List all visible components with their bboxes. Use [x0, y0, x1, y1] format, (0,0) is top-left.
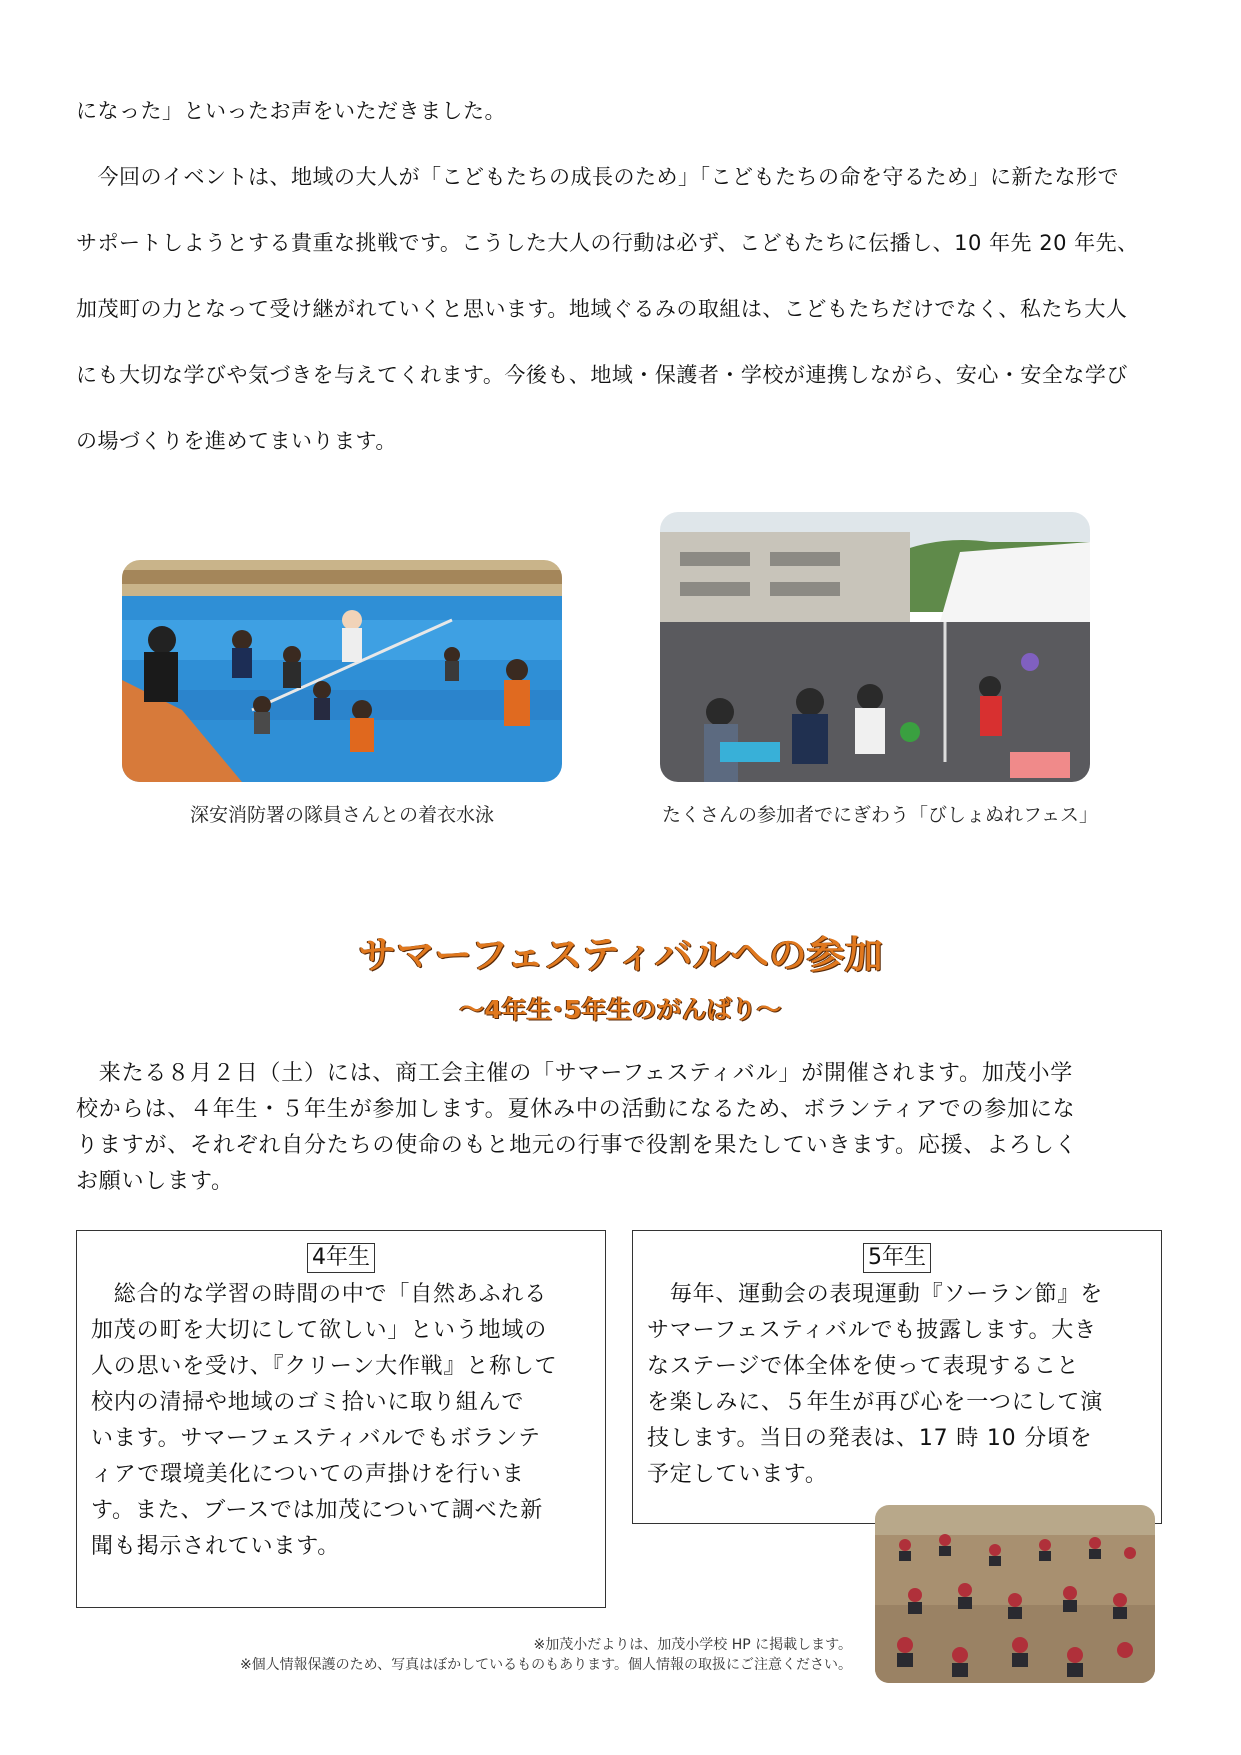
grade5-line: 技します。当日の発表は、17 時 10 分頃を [647, 1426, 1093, 1451]
grade4-line: ィアで環境美化についての声掛けを行いま [91, 1462, 525, 1487]
intro-line: お願いします。 [76, 1169, 234, 1194]
paragraph-line: 今回のイベントは、地域の大人が「こどもたちの成長のため」「こどもたちの命を守るため」に新たな形で [76, 165, 1119, 189]
grade4-line: 校内の清掃や地域のゴミ拾いに取り組んで [91, 1390, 525, 1415]
footer-note-hp: ※加茂小だよりは、加茂小学校 HP に掲載します。 [533, 1637, 852, 1653]
grade5-box [632, 1230, 1162, 1524]
grade4-line: 聞も掲示されています。 [91, 1534, 341, 1559]
grade4-line: 総合的な学習の時間の中で「自然あふれる [91, 1282, 548, 1307]
grade5-line: 毎年、運動会の表現運動『ソーラン節』を [647, 1282, 1104, 1307]
section-subtitle: ～4年生･5年生のがんばり～ [459, 995, 782, 1024]
grade5-heading: 5年生 [863, 1243, 931, 1273]
intro-line: 来たる８月２日（土）には、商工会主催の「サマーフェスティバル」が開催されます。加茂小学 [76, 1061, 1074, 1086]
paragraph-line: の場づくりを進めてまいります。 [76, 429, 397, 453]
soran-dance-photo [875, 1505, 1155, 1683]
grade4-heading: 4年生 [307, 1243, 375, 1273]
pool-photo [122, 560, 562, 782]
paragraph-line: になった」といったお声をいただきました。 [76, 99, 506, 123]
section-intro [76, 1056, 1166, 1200]
festival-photo-caption: たくさんの参加者でにぎわう「びしょぬれフェス」 [661, 804, 1099, 826]
grade4-line: 人の思いを受け、『クリーン大作戦』と称して [91, 1354, 558, 1379]
grade4-line: います。サマーフェスティバルでもボランテ [91, 1426, 541, 1451]
pool-photo-caption: 深安消防署の隊員さんとの着衣水泳 [189, 804, 494, 826]
paragraph-line: サポートしようとする貴重な挑戦です。こうした大人の行動は必ず、こどもたちに伝播し、10 年先 20 年先、 [76, 231, 1139, 255]
grade5-line: サマーフェスティバルでも披露します。大き [647, 1318, 1097, 1343]
grade4-box [76, 1230, 606, 1608]
intro-line: りますが、それぞれ自分たちの使命のもと地元の行事で役割を果たしていきます。応援、よろしく [76, 1133, 1078, 1158]
top-paragraph [76, 78, 1166, 474]
footer-note-privacy: ※個人情報保護のため、写真はぼかしているものもあります。個人情報の取扱にご注意ください。 [239, 1657, 852, 1673]
grade5-line: を楽しみに、５年生が再び心を一つにして演 [647, 1390, 1104, 1415]
grade5-body [633, 1277, 1161, 1493]
paragraph-line: 加茂町の力となって受け継がれていくと思います。地域ぐるみの取組は、こどもたちだけでなく、私たち大人 [76, 297, 1128, 321]
paragraph-line: にも大切な学びや気づきを与えてくれます。今後も、地域・保護者・学校が連携しながら、安心・安全な学び [76, 363, 1128, 387]
grade5-line: 予定しています。 [647, 1462, 828, 1487]
festival-photo [660, 512, 1090, 782]
grade4-line: す。また、ブースでは加茂について調べた新 [91, 1498, 544, 1523]
grade4-line: 加茂の町を大切にして欲しい」という地域の [91, 1318, 548, 1343]
grade5-line: なステージで体全体を使って表現すること [647, 1354, 1080, 1379]
section-title: サマーフェスティバルへの参加 [358, 933, 883, 977]
intro-line: 校からは、４年生・５年生が参加します。夏休み中の活動になるため、ボランティアでの参加にな [76, 1097, 1076, 1122]
grade4-body [77, 1277, 605, 1565]
